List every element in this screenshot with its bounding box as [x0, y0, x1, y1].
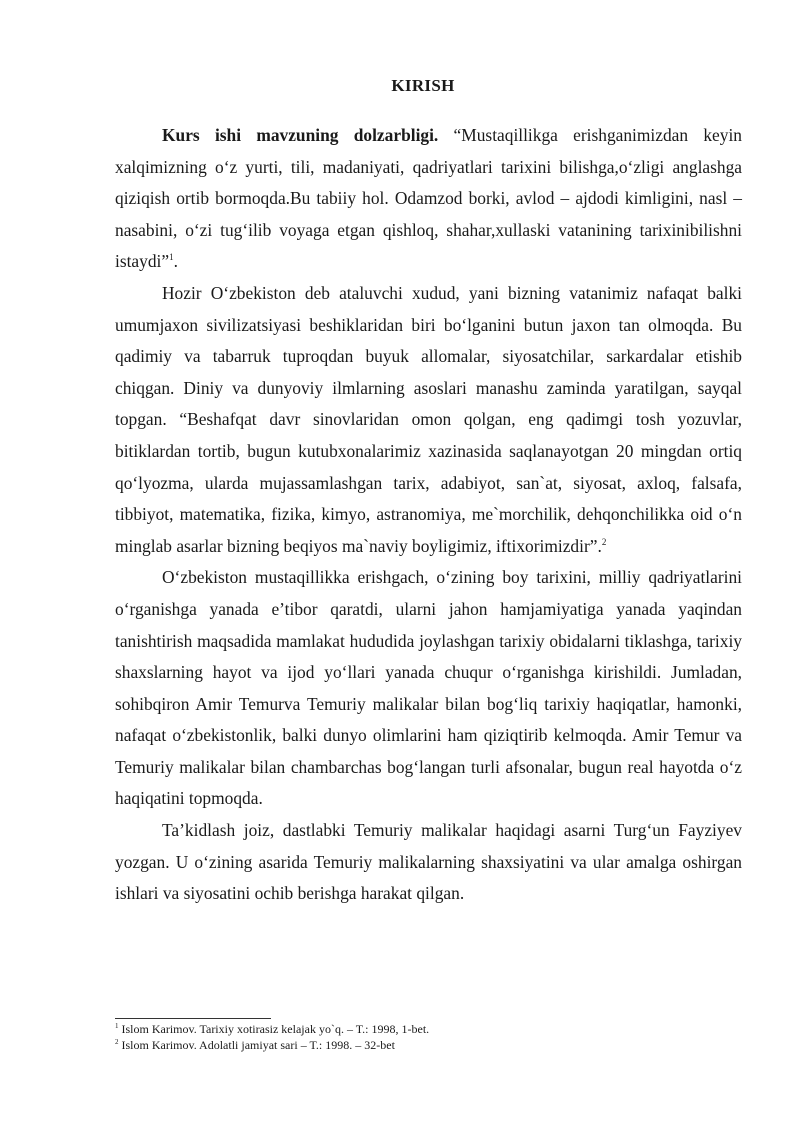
- body-text: [115, 120, 742, 910]
- footnotes: [115, 1021, 742, 1053]
- paragraph-2: [115, 278, 742, 562]
- paragraph-1: [115, 120, 742, 278]
- page-title: KIRISH: [391, 76, 455, 95]
- footnote-2: [115, 1037, 742, 1053]
- footnote-mark: 2: [115, 1038, 119, 1046]
- paragraph-text: Ta’kidlash joiz, dastlabki Temuriy malikalar haqidagi asarni Turg‘un Fayziyev yozgan. U o‘zining asarida Temuriy malikalarning shaxsiyatini va ular amalga oshirgan ishlari va siyosatini ochib berishga harakat qilgan.: [115, 820, 742, 904]
- footnote-1: [115, 1021, 742, 1037]
- paragraph-end: .: [173, 251, 178, 272]
- footnote-ref-1: 1: [169, 252, 174, 263]
- paragraph-3: [115, 562, 742, 815]
- footnote-divider: [115, 1018, 271, 1019]
- footnote-ref-2: 2: [601, 536, 607, 547]
- paragraph-lead: Kurs ishi mavzuning dolzarbligi.: [162, 125, 439, 145]
- paragraph-text: O‘zbekiston mustaqillikka erishgach, o‘zining boy tarixini, milliy qadriyatlarini o‘rganishga yanada e’tibor qaratdi, ularni jahon hamjamiyatiga yanada yaqindan tanishtirish maqsadida mamlakat hududida joylashgan tarixiy obidalarni tiklashga, tarixiy shaxslarning hayot va ijod yo‘llari yanada chuqur o‘rganishga kirishildi. Jumladan, sohibqiron Amir Temurva Temuriy malikalar bilan bog‘liq tarixiy haqiqatlar, hamonki, nafaqat o‘zbekistonlik, balki dunyo olimlarini ham qiziqtirib kelmoqda. Amir Temur va Temuriy malikalar bilan chambarchas bog‘langan turli afsonalar, bugun real hayotda o‘z haqiqatini topmoqda.: [115, 567, 742, 809]
- footnote-text: Islom Karimov. Adolatli jamiyat sari – T.: 1998. – 32-bet: [118, 1038, 395, 1052]
- paragraph-4: [115, 815, 742, 910]
- footnote-text: Islom Karimov. Tarixiy xotirasiz kelajak yo`q. – T.: 1998, 1-bet.: [118, 1022, 430, 1036]
- paragraph-text: “Mustaqillikga erishganimizdan keyin xalqimizning o‘z yurti, tili, madaniyati, qadriyatlari tarixini bilishga,o‘zligi anglashga qiziqish ortib bormoqda.Bu tabiiy hol. Odamzod borki, avlod – ajdodi kimligini, nasl – nasabini, o‘zi tug‘ilib voyaga etgan qishloq, shahar,xullaski vatanining tarixinibilishni istaydi”: [115, 125, 742, 272]
- footnote-mark: 1: [115, 1022, 119, 1030]
- paragraph-text: Hozir O‘zbekiston deb ataluvchi xudud, yani bizning vatanimiz nafaqat balki umumjaxon sivilizatsiyasi beshiklaridan biri bo‘lganini butun jaxon tan olmoqda. Bu qadimiy va tabarruk tuproqdan buyuk allomalar, siyosatchilar, sarkardalar etishib chiqgan. Diniy va dunyoviy ilmlarning asoslari manashu zaminda yaratilgan, sayqal topgan. “Beshafqat davr sinovlaridan omon qolgan, eng qadimgi tosh yozuvlar, bitiklardan tortib, bugun kutubxonalarimiz xazinasida saqlanayotgan 20 mingdan ortiq qo‘lyozma, ularda mujassamlashgan tarix, adabiyot, san`at, siyosat, axloq, falsafa, tibbiyot, matematika, fizika, kimyo, astranomiya, me`morchilik, dehqonchilikka oid o‘n minglab asarlar bizning beqiyos ma`naviy boyligimiz, iftixorimizdir”.: [115, 282, 742, 556]
